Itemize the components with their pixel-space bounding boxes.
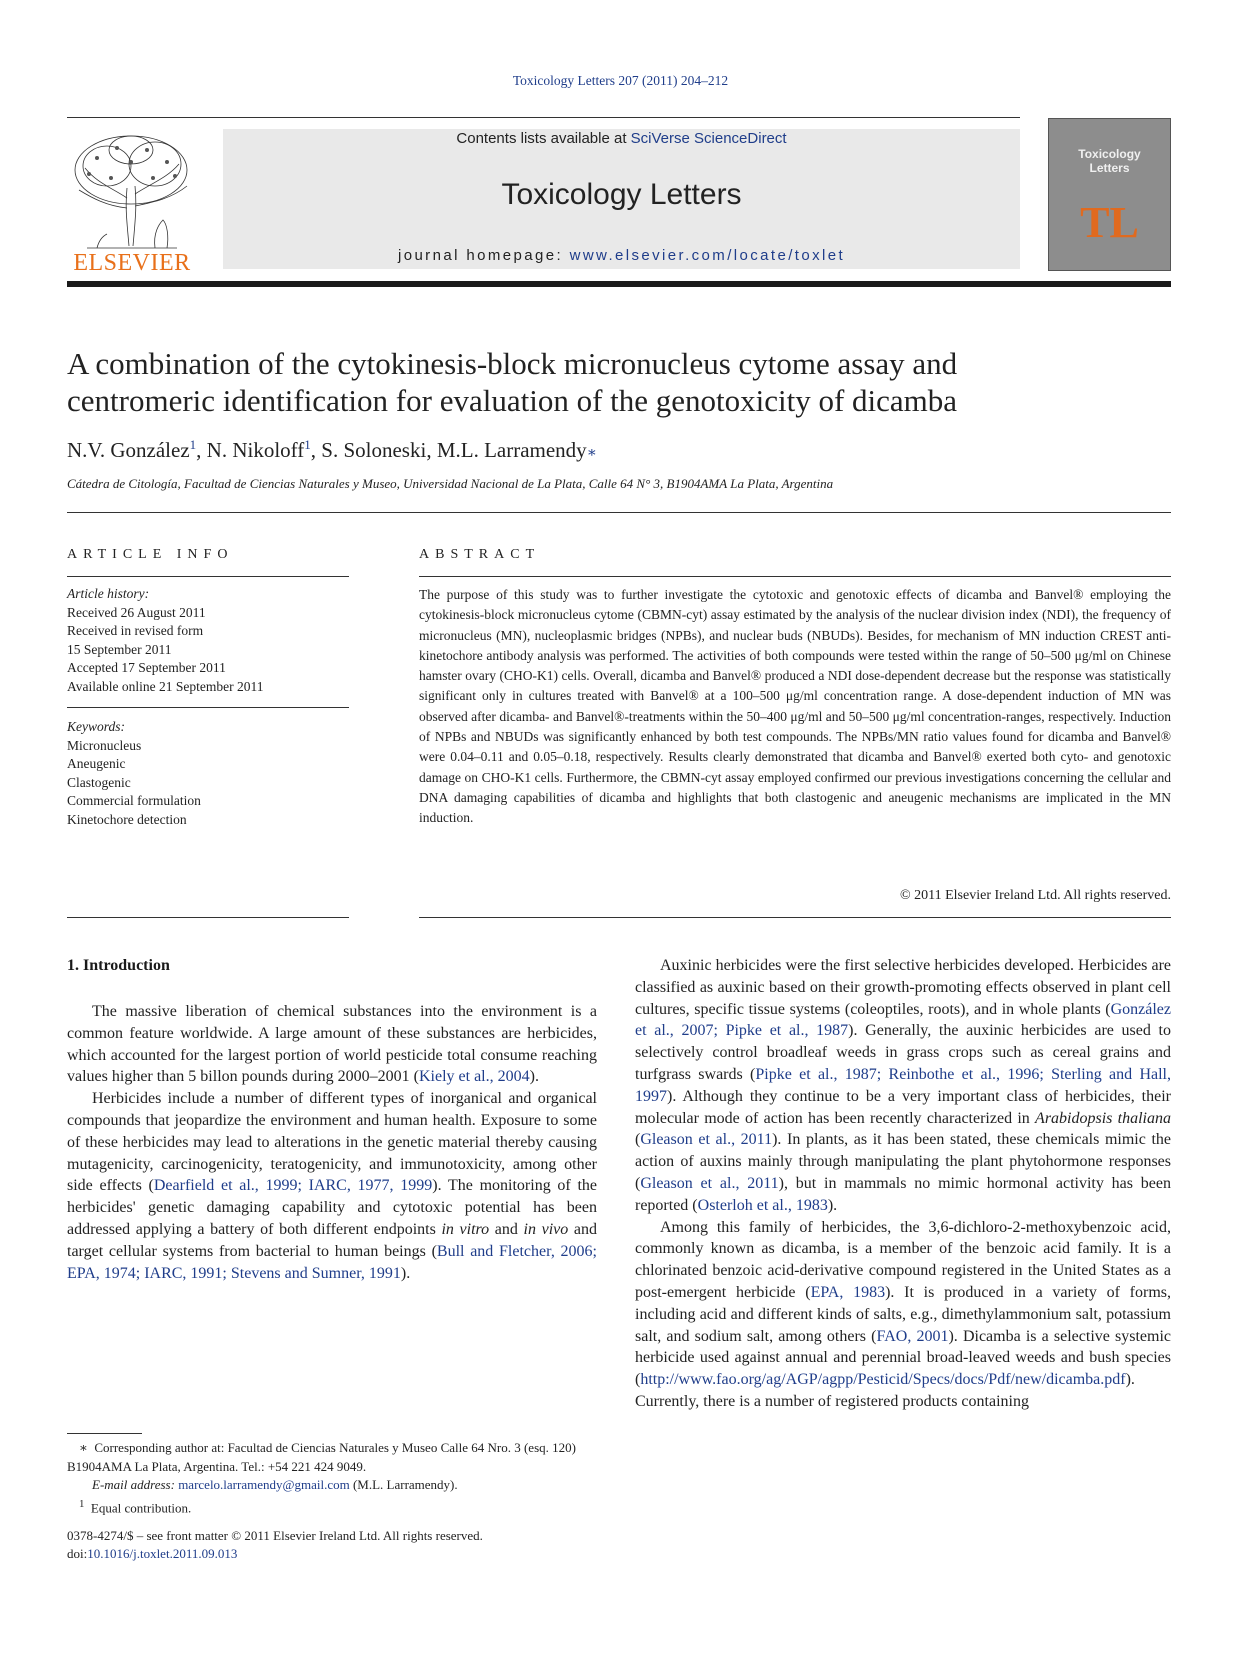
- citation-link[interactable]: Gleason et al., 2011: [640, 1174, 779, 1192]
- keyword: Micronucleus: [67, 737, 142, 753]
- journal-homepage-link[interactable]: www.elsevier.com/locate/toxlet: [569, 247, 846, 264]
- elsevier-wordmark[interactable]: ELSEVIER: [73, 250, 191, 276]
- abstract-text: The purpose of this study was to further investigate the cytotoxic and genotoxic effects of dicamba and Banvel® employing the cytokinesis-block micronucleus cytome (CBMN-cyt) assay estimated by the analysis of the nuclear division index (NDI), the frequency of micronucleus (MN), nucleoplasmic bridges (NPBs), and nuclear buds (NBUDs). Besides, for mechanism of MN induction CREST anti-kinetochore antibody analysis was performed. The activities of both compounds were tested within the range of 50–500 μg/ml on Chinese hamster ovary (CHO-K1) cells. Overall, dicamba and Banvel® produced a NDI dose-dependent decrease but the response was statistically significant only in cultures treated with Banvel® at a 100–500 μg/ml concentration range. A dose-dependent induction of MN was observed after dicamba- and Banvel®-treatments within the 50–400 μg/ml and 50–500 μg/ml concentration-ranges, respectively. Induction of NPBs and NBUDs was significantly enhanced by both test compounds. The NPBs/MN ratio values found for dicamba and Banvel® were 0.04–0.11 and 0.05–0.18, respectively. Results clearly demonstrated that dicamba and Banvel® exerted both cyto- and genotoxic damage on CHO-K1 cells. Furthermore, the CBMN-cyt assay employed confirmed our previous investigations concerning the cellular and DNA damaging capabilities of dicamba and highlights that both clastogenic and aneugenic mechanisms are implicated in the MN induction.: [419, 587, 1171, 826]
- corresponding-author-footnote: ∗ Corresponding author at: Facultad de Ciencias Naturales y Museo Calle 64 Nro. 3 (esq. 120) B1904AMA La Plata, Argentina. Tel.: +54 221 424 9049.: [67, 1440, 576, 1474]
- paragraph: Among this family of herbicides, the 3,6-dichloro-2-methoxybenzoic acid, commonly known as dicamba, is a member of the benzoic acid family. It is a chlorinated benzoic acid-derivative compound registered in the United States as a post-emergent herbicide (EPA, 1983). It is produced in a variety of forms, including acid and different kinds of salts, e.g., dimethylammonium salt, potassium salt, and sodium salt, among others (FAO, 2001). Dicamba is a selective systemic herbicide used against annual and perennial broad-leaved weeds and bush species (http://www.fao.org/ag/AGP/agpp/Pesticid/Specs/docs/Pdf/new/dicamba.pdf). Currently, there is a number of registered products containing: [635, 1218, 1171, 1410]
- fao-url-link[interactable]: http://www.fao.org/ag/AGP/agpp/Pesticid/Specs/docs/Pdf/new/dicamba.pdf: [640, 1371, 1126, 1389]
- keywords: [67, 718, 349, 829]
- paragraph: Herbicides include a number of different types of inorganical and organical compounds that jeopardize the environment and human health. Exposure to some of these herbicides may lead to alterations in the genetic material thereby causing mutagenicity, carcinogenicity, teratogenicity, and immunotoxicity, among other side effects (Dearfield et al., 1999; IARC, 1977, 1999). The monitoring of the herbicides' genetic damaging capability and cytotoxic potential has been addressed applying a battery of both different endpoints in vitro and in vivo and target cellular systems from bacterial to human beings (Bull and Fletcher, 2006; EPA, 1974; IARC, 1991; Stevens and Sumner, 1991).: [67, 1090, 597, 1282]
- history-item: Available online 21 September 2011: [67, 678, 264, 694]
- doi-line: doi:10.1016/j.toxlet.2011.09.013: [67, 1546, 238, 1561]
- author-name: S. Soloneski: [321, 438, 427, 462]
- citation-link[interactable]: EPA, 1983: [810, 1283, 886, 1301]
- body-column-right: [635, 955, 1171, 1413]
- divider: [419, 917, 1171, 918]
- article-info-heading: ARTICLE INFO: [67, 547, 234, 562]
- keyword: Clastogenic: [67, 774, 131, 790]
- citation-link[interactable]: Bull and Fletcher, 2006; EPA, 1974; IARC, 1991; Stevens and Sumner, 1991: [67, 1242, 597, 1282]
- keyword: Kinetochore detection: [67, 811, 187, 827]
- divider: [67, 707, 349, 708]
- citation-link[interactable]: Dearfield et al., 1999; IARC, 1977, 1999: [153, 1177, 433, 1195]
- citation-link[interactable]: Gleason et al., 2011: [640, 1131, 773, 1149]
- cover-tl-logo: TL: [1080, 198, 1139, 247]
- journal-homepage-line: [223, 247, 1020, 264]
- header-divider: [67, 117, 1020, 118]
- front-matter: [67, 1527, 627, 1563]
- doi-link[interactable]: 10.1016/j.toxlet.2011.09.013: [87, 1546, 238, 1561]
- citation-link[interactable]: FAO, 2001: [876, 1327, 949, 1345]
- author-name: M.L. Larramendy: [436, 438, 587, 462]
- history-label: Article history:: [67, 586, 150, 601]
- article-title: A combination of the cytokinesis-block micronucleus cytome assay and centromeric identification for evaluation of the genotoxicity of dicamba: [67, 346, 958, 418]
- history-item: Accepted 17 September 2011: [67, 660, 226, 675]
- issn-line: 0378-4274/$ – see front matter © 2011 Elsevier Ireland Ltd. All rights reserved.: [67, 1528, 483, 1543]
- abstract-copyright: © 2011 Elsevier Ireland Ltd. All rights reserved.: [900, 888, 1171, 903]
- citation-link[interactable]: González et al., 2007; Pipke et al., 1987: [635, 1000, 1171, 1040]
- email-footnote: E-mail address: marcelo.larramendy@gmail.com (M.L. Larramendy).: [92, 1477, 458, 1492]
- author-name: N. Nikoloff: [206, 438, 305, 462]
- footnote-divider: [67, 1433, 142, 1434]
- citation-link[interactable]: Pipke et al., 1987; Reinbothe et al., 1996; Sterling and Hall, 1997: [635, 1065, 1171, 1105]
- citation-link[interactable]: Osterloh et al., 1983: [697, 1196, 828, 1214]
- cover-title: Toxicology Letters: [1078, 147, 1141, 175]
- history-item: Received in revised form: [67, 623, 204, 638]
- corresponding-author-mark[interactable]: ∗: [586, 445, 597, 461]
- section-heading-introduction: 1. Introduction: [67, 957, 170, 974]
- divider: [419, 576, 1171, 577]
- author-footnote-mark[interactable]: 1: [189, 437, 197, 452]
- body-column-left: [67, 1001, 597, 1284]
- author-name: N.V. González: [67, 438, 190, 462]
- contents-prefix: Contents lists available at: [456, 130, 631, 147]
- journal-citation[interactable]: Toxicology Letters 207 (2011) 204–212: [512, 73, 729, 88]
- header-thick-divider: [67, 281, 1171, 287]
- sciencedirect-link[interactable]: SciVerse ScienceDirect: [630, 130, 787, 147]
- abstract-heading: ABSTRACT: [419, 547, 541, 562]
- contents-available-line: [223, 130, 1020, 147]
- divider: [67, 576, 349, 577]
- divider: [67, 512, 1171, 513]
- journal-name: Toxicology Letters: [501, 178, 742, 211]
- footnotes: [67, 1439, 597, 1517]
- author-list: N.V. González$^1$, N. Nikoloff$^1$, S. Soloneski, M.L. Larramendy∗: [67, 437, 597, 462]
- homepage-prefix: journal homepage:: [397, 247, 570, 264]
- keyword: Aneugenic: [67, 756, 126, 771]
- journal-cover-thumbnail[interactable]: [1048, 118, 1171, 271]
- affiliation: Cátedra de Citología, Facultad de Ciencias Naturales y Museo, Universidad Nacional de La Plata, Calle 64 N° 3, B1904AMA La Plata, Argentina: [67, 476, 834, 491]
- keyword: Commercial formulation: [67, 793, 201, 808]
- paragraph: Auxinic herbicides were the first selective herbicides developed. Herbicides are classified as auxinic based on their growth-promoting effects observed in plant cell cultures, specific tissue systems (coleoptiles, roots), and in whole plants (González et al., 2007; Pipke et al., 1987). Generally, the auxinic herbicides are used to selectively control broadleaf weeds in grass crops such as cereal grains and turfgrass swards (Pipke et al., 1987; Reinbothe et al., 1996; Sterling and Hall, 1997). Although they continue to be a very important class of herbicides, their molecular mode of action has been recently characterized in Arabidopsis thaliana (Gleason et al., 2011). In plants, as it has been stated, these chemicals mimic the action of auxins mainly through manipulating the plant phytohormone responses (Gleason et al., 2011), but in mammals no mimic hormonal activity has been reported (Osterloh et al., 1983).: [635, 957, 1172, 1214]
- paragraph: The massive liberation of chemical substances into the environment is a common feature worldwide. A large amount of these substances are herbicides, which accounted for the largest portion of world pesticide total consume reaching values higher than 5 billon pounds during 2000–2001 (Kiely et al., 2004).: [67, 1003, 597, 1086]
- equal-contribution-footnote: $^1$ Equal contribution.: [79, 1497, 192, 1515]
- history-item: Received 26 August 2011: [67, 604, 206, 620]
- divider: [67, 917, 349, 918]
- author-footnote-mark[interactable]: 1: [304, 437, 311, 452]
- email-link[interactable]: marcelo.larramendy@gmail.com: [178, 1477, 350, 1492]
- citation-link[interactable]: Kiely et al., 2004: [418, 1068, 530, 1086]
- article-history: [67, 585, 349, 696]
- history-item: 15 September 2011: [67, 641, 172, 657]
- keywords-label: Keywords:: [67, 719, 125, 734]
